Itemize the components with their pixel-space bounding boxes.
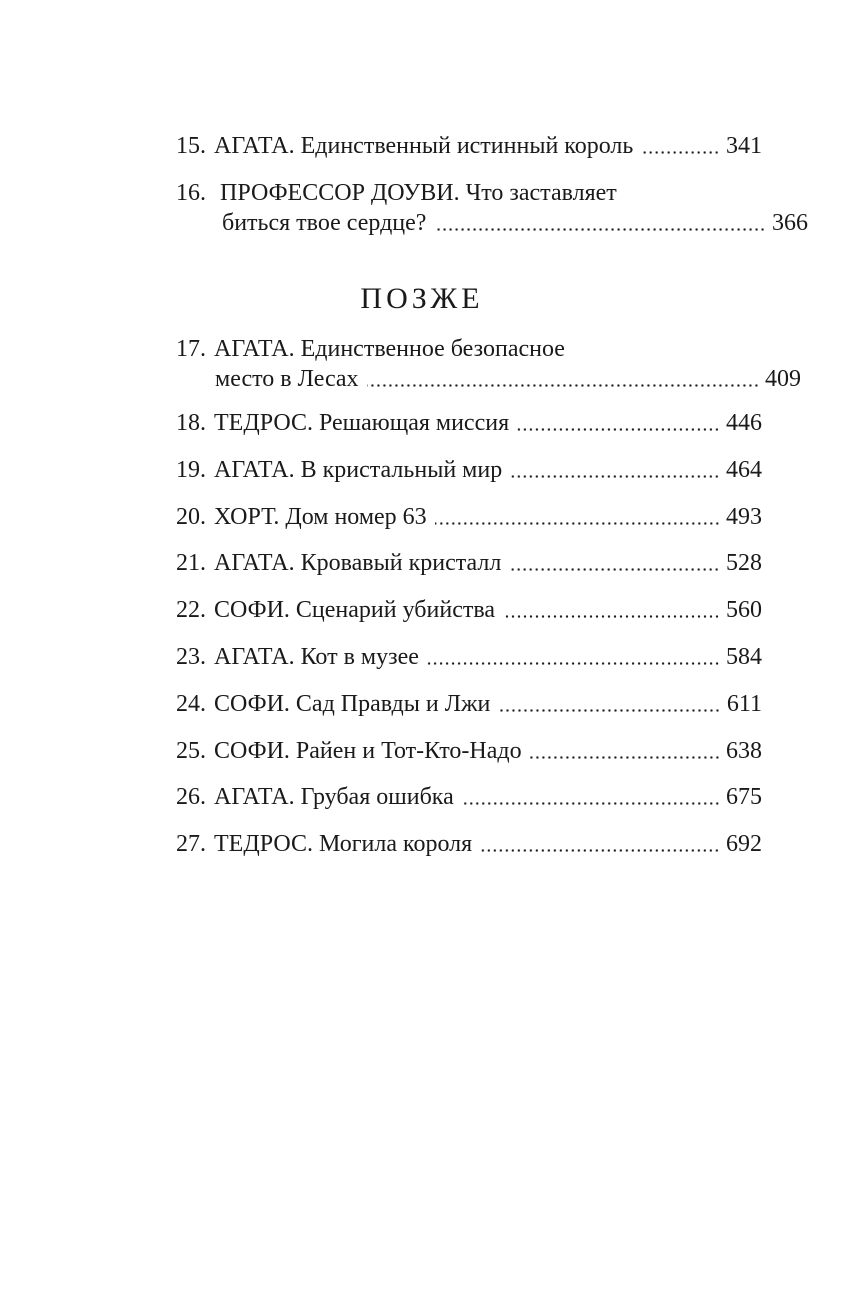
toc-entry-25[interactable]	[176, 736, 762, 766]
dot-leader	[530, 756, 720, 759]
chapter-number: 26.	[176, 784, 206, 810]
dot-leader	[641, 151, 720, 154]
toc-entry-line	[176, 642, 762, 672]
chapter-title: ХОРТ. Дом номер 63	[214, 504, 427, 530]
chapter-number: 25.	[176, 738, 206, 764]
page-number: 341	[726, 133, 762, 159]
chapter-title: АГАТА. В кристальный мир	[214, 457, 503, 483]
dot-leader	[510, 475, 720, 478]
page-number: 409	[765, 366, 801, 392]
dot-leader	[435, 522, 720, 525]
dot-leader	[498, 709, 720, 712]
chapter-title: АГАТА. Единственное безопасное	[214, 336, 565, 362]
dot-leader	[367, 384, 759, 387]
chapter-number: 23.	[176, 644, 206, 670]
dot-leader	[480, 849, 720, 852]
toc-entry-line	[176, 455, 762, 485]
toc-entry-line	[176, 736, 762, 766]
toc-entry-18[interactable]	[176, 408, 762, 438]
toc-entry-26[interactable]	[176, 782, 762, 812]
toc-entry-17[interactable]	[176, 334, 801, 394]
toc-entry-line	[176, 595, 762, 625]
toc-entry-line	[176, 208, 808, 238]
chapter-title: АГАТА. Кот в музее	[214, 644, 419, 670]
chapter-title: СОФИ. Райен и Тот-Кто-Надо	[214, 738, 522, 764]
toc-entry-15[interactable]	[176, 131, 762, 161]
toc-entry-27[interactable]	[176, 829, 762, 859]
chapter-number: 16.	[176, 180, 206, 206]
chapter-number: 27.	[176, 831, 206, 857]
toc-entry-16[interactable]	[176, 178, 808, 238]
dot-leader	[434, 228, 766, 231]
chapter-title: ТЕДРОС. Могила короля	[214, 831, 473, 857]
toc-entry-line	[176, 829, 762, 859]
page-number: 493	[726, 504, 762, 530]
page-number: 528	[726, 550, 762, 576]
toc-entry-20[interactable]	[176, 502, 762, 532]
toc-entry-21[interactable]	[176, 548, 762, 578]
toc-entry-23[interactable]	[176, 642, 762, 672]
page-number: 446	[726, 410, 762, 436]
toc-entry-line	[176, 782, 762, 812]
chapter-number: 18.	[176, 410, 206, 436]
page-number: 560	[726, 597, 762, 623]
toc-entry-line	[176, 131, 762, 161]
chapter-title: ПРОФЕССОР ДОУВИ. Что заставляет	[220, 180, 617, 206]
chapter-title: СОФИ. Сценарий убийства	[214, 597, 496, 623]
toc-entry-line	[176, 502, 762, 532]
page-number: 675	[726, 784, 762, 810]
page-number: 366	[772, 210, 808, 236]
chapter-title: АГАТА. Кровавый кристалл	[214, 550, 502, 576]
page-number: 611	[726, 691, 762, 717]
toc-entry-line	[176, 689, 762, 719]
chapter-title-continued: биться твое сердце?	[222, 210, 427, 236]
chapter-title: АГАТА. Грубая ошибка	[214, 784, 454, 810]
dot-leader	[503, 615, 720, 618]
toc-entry-line	[176, 548, 762, 578]
dot-leader	[462, 802, 720, 805]
chapter-number: 20.	[176, 504, 206, 530]
dot-leader	[517, 428, 720, 431]
page-number: 464	[726, 457, 762, 483]
chapter-number: 19.	[176, 457, 206, 483]
chapter-title: ТЕДРОС. Решающая миссия	[214, 410, 510, 436]
chapter-number: 22.	[176, 597, 206, 623]
chapter-number: 21.	[176, 550, 206, 576]
chapter-number: 17.	[176, 336, 206, 362]
page-number: 584	[726, 644, 762, 670]
page-number: 638	[726, 738, 762, 764]
chapter-title-continued: место в Лесах	[215, 366, 359, 392]
dot-leader	[509, 568, 720, 571]
chapter-title: АГАТА. Единственный истинный король	[214, 133, 634, 159]
page-number: 692	[726, 831, 762, 857]
chapter-title: СОФИ. Сад Правды и Лжи	[214, 691, 491, 717]
toc-entry-24[interactable]	[176, 689, 762, 719]
section-heading: ПОЗЖЕ	[360, 282, 484, 315]
toc-entry-line	[176, 178, 762, 208]
chapter-number: 24.	[176, 691, 206, 717]
toc-entry-line	[176, 364, 801, 394]
chapter-number: 15.	[176, 133, 206, 159]
toc-entry-line	[176, 408, 762, 438]
toc-entry-line	[176, 334, 762, 364]
toc-entry-22[interactable]	[176, 595, 762, 625]
toc-entry-19[interactable]	[176, 455, 762, 485]
dot-leader	[427, 662, 720, 665]
